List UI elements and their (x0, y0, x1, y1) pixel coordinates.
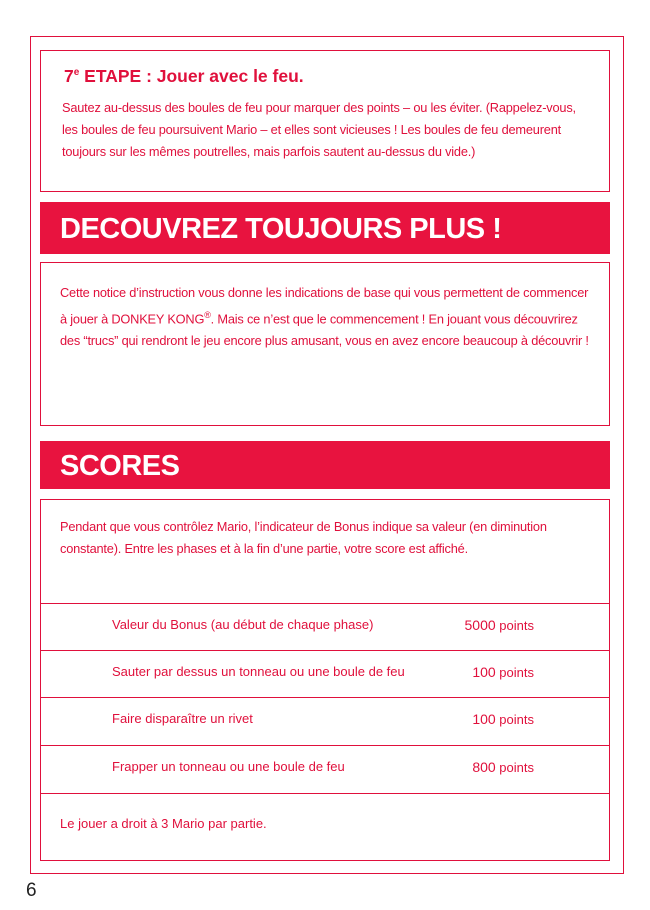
table-divider (40, 650, 610, 651)
score-row-value: 800 points (472, 759, 534, 775)
table-divider (40, 697, 610, 698)
discover-heading: DECOUVREZ TOUJOURS PLUS ! (40, 202, 610, 254)
scores-heading: SCORES (40, 441, 610, 489)
score-row-label: Faire disparaître un rivet (112, 711, 253, 726)
table-divider (40, 793, 610, 794)
page-number: 6 (26, 880, 37, 901)
score-row-value: 100 points (472, 664, 534, 680)
score-row-label: Sauter par dessus un tonneau ou une boule de feu (112, 664, 405, 679)
table-divider (40, 603, 610, 604)
table-divider (40, 745, 610, 746)
lives-note: Le jouer a droit à 3 Mario par partie. (60, 816, 267, 831)
step-body: Sautez au-dessus des boules de feu pour marquer des points – ou les éviter. (Rappelez-vous, les boules de feu poursuivent Mario – et elles sont vicieuses ! Les boules de feu demeurent toujours sur les mêmes poutrelles, mais parfois sautent au-dessus du vide.) (62, 100, 576, 159)
score-row-label: Frapper un tonneau ou une boule de feu (112, 759, 345, 774)
score-row-label: Valeur du Bonus (au début de chaque phase) (112, 617, 374, 632)
score-row-value: 100 points (472, 711, 534, 727)
score-row-value: 5000 points (464, 617, 534, 633)
scores-intro: Pendant que vous contrôlez Mario, l’indicateur de Bonus indique sa valeur (en diminution constante). Entre les phases et à la fin d’une partie, votre score est affiché. (60, 519, 547, 556)
step-title: 7e ETAPE : Jouer avec le feu. (64, 66, 304, 86)
discover-body: Cette notice d’instruction vous donne les indications de base qui vous permettent de commencer à jouer à DONKEY KONG®. Mais ce n’est que le commencement ! En jouant vous découvrirez des “trucs” qui rendront le jeu encore plus amusant, vous en avez encore beaucoup à découvrir ! (60, 285, 589, 349)
